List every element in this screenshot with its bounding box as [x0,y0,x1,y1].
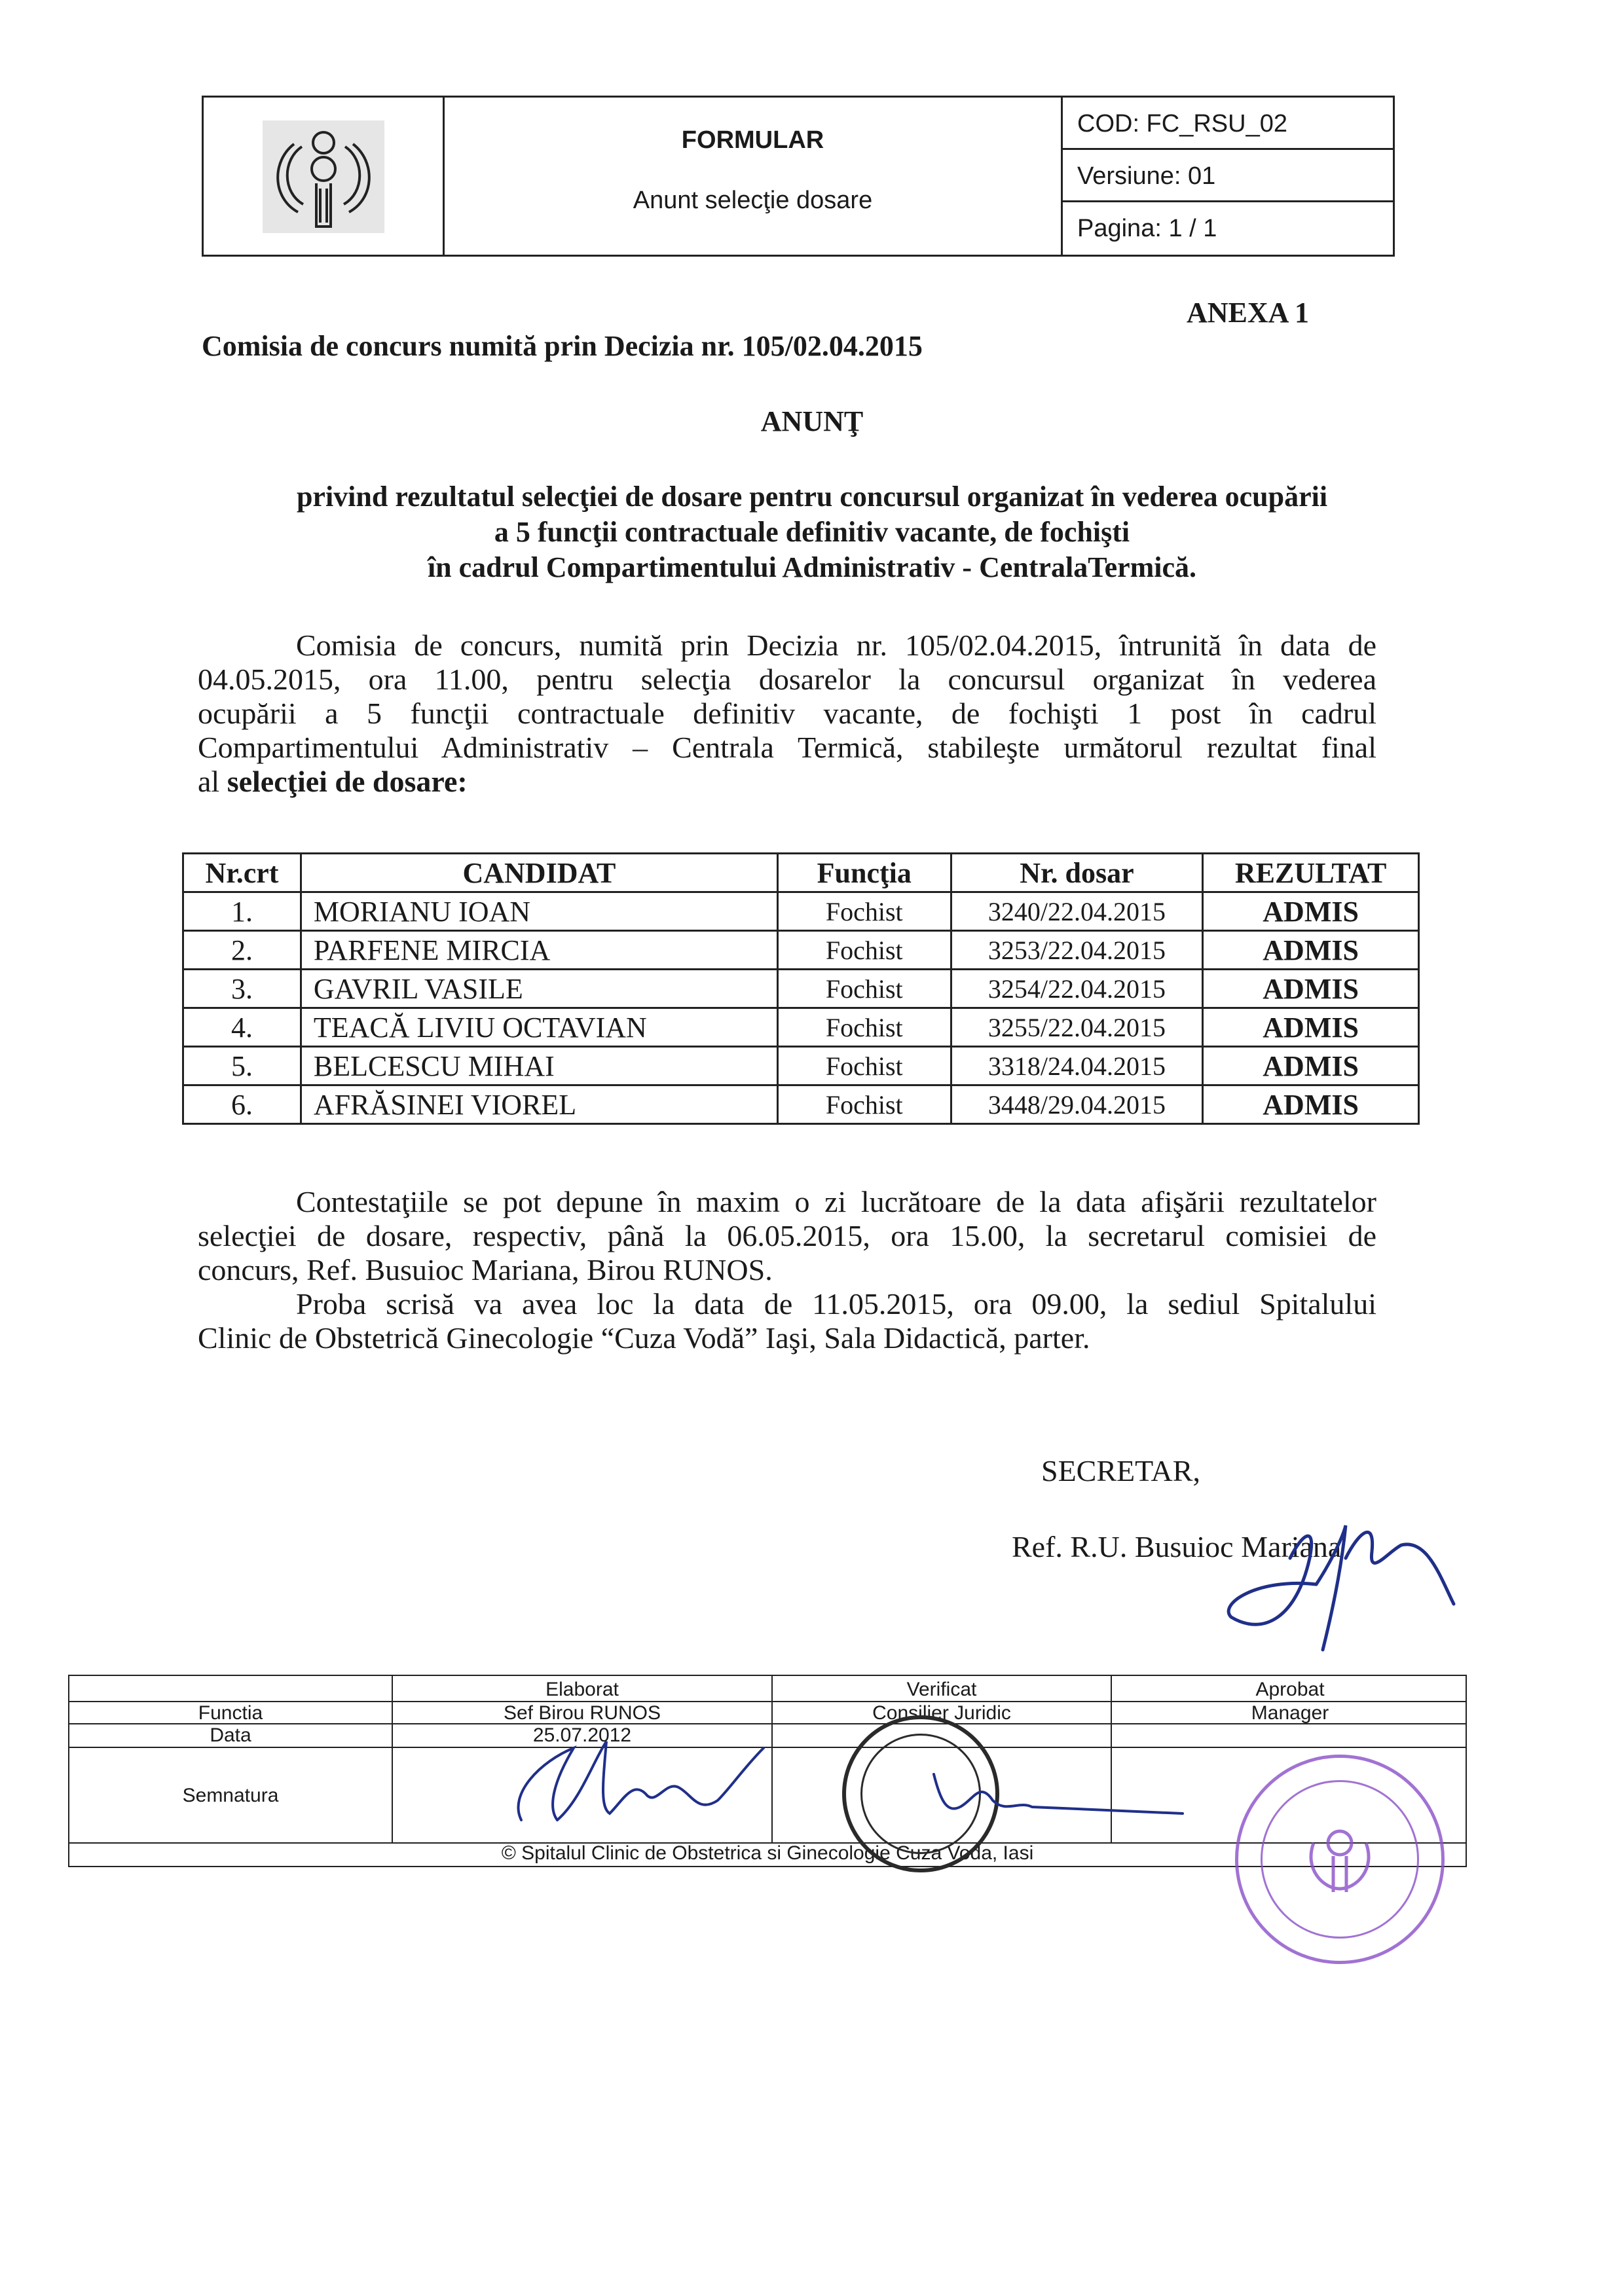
intro-line-1: Comisia de concurs, numită prin Decizia nr. 105/02.04.2015, întrunită în data de [296,629,1376,662]
cell-rezultat: ADMIS [1203,970,1419,1008]
copyright-line: © Spitalul Clinic de Obstetrica si Ginecologie Cuza Voda, Iasi [501,1842,1034,1864]
col-header-nr: Nr.crt [183,854,301,892]
logo-cell [204,98,445,255]
cell-functia: Fochist [777,1008,951,1047]
cell-candidat: TEACĂ LIVIU OCTAVIAN [301,1008,777,1047]
cell-functia: Fochist [777,970,951,1008]
page-title: ANUNŢ [760,405,864,437]
cell-candidat: GAVRIL VASILE [301,970,777,1008]
intro-line-4: Compartimentului Administrativ – Centrala Termică, stabileşte următorul rezultat final [198,731,1376,764]
hospital-emblem-icon [263,120,384,233]
footer-label-functia: Functia [198,1702,263,1724]
cell-functia: Fochist [777,892,951,931]
secretary-signature-icon [1218,1506,1480,1676]
contest-paragraph [198,1185,1376,1287]
contest-line-2: selecţiei de dosare, respectiv, până la 06.05.2015, ora 15.00, la secretarul comisiei de [198,1219,1376,1252]
cell-candidat: PARFENE MIRCIA [301,931,777,970]
cell-nr: 4. [183,1008,301,1047]
hospital-stamp [1235,1755,1445,1964]
verificat-title: Verificat [906,1679,977,1700]
annex-label: ANEXA 1 [1187,297,1310,329]
col-header-rezultat: REZULTAT [1203,854,1419,892]
cell-candidat: MORIANU IOAN [301,892,777,931]
form-title: Anunt selecţie dosare [633,187,873,214]
cell-rezultat: ADMIS [1203,931,1419,970]
elaborat-data: 25.07.2012 [532,1724,632,1746]
announcement-subtitle [157,479,1467,585]
col-header-dosar: Nr. dosar [951,854,1203,892]
form-version: Versiune: 01 [1063,150,1393,202]
table-row [183,1085,1419,1124]
aprobat-title: Aprobat [1255,1679,1325,1700]
cell-rezultat: ADMIS [1203,1085,1419,1124]
cell-functia: Fochist [777,1085,951,1124]
col-header-candidat: CANDIDAT [301,854,777,892]
cell-functia: Fochist [777,931,951,970]
subtitle-line-3: în cadrul Compartimentului Administrativ - CentralaTermică. [427,551,1197,583]
intro-line-5: al [198,765,227,798]
elaborat-signature-icon [495,1722,770,1840]
table-row [183,970,1419,1008]
contest-line-3: concurs, Ref. Busuioc Mariana, Birou RUNOS. [198,1253,773,1286]
intro-line-2: 04.05.2015, ora 11.00, pentru selecţia dosarelor la concursul organizat în vederea [198,663,1376,696]
elaborat-functia: Sef Birou RUNOS [503,1702,661,1724]
cell-nr: 3. [183,970,301,1008]
cell-nr: 1. [183,892,301,931]
cell-candidat: BELCESCU MIHAI [301,1047,777,1085]
table-header-row [183,854,1419,892]
subtitle-line-2: a 5 funcţii contractuale definitiv vacante, de fochişti [494,516,1130,548]
cell-dosar: 3253/22.04.2015 [951,931,1203,970]
cell-dosar: 3240/22.04.2015 [951,892,1203,931]
form-code: COD: FC_RSU_02 [1063,98,1393,150]
cell-nr: 2. [183,931,301,970]
cell-dosar: 3318/24.04.2015 [951,1047,1203,1085]
intro-line-3: ocupării a 5 funcţii contractuale definitiv vacante, de fochişti 1 post în cadrul [198,697,1376,730]
cell-dosar: 3448/29.04.2015 [951,1085,1203,1124]
contest-line-1: Contestaţiile se pot depune în maxim o zi lucrătoare de la data afişării rezultatelor [296,1185,1376,1218]
form-title-cell [445,98,1063,255]
form-page: Pagina: 1 / 1 [1077,215,1217,242]
secretary-name: Ref. R.U. Busuioc Mariana [1012,1530,1342,1563]
results-table [182,852,1420,1125]
form-meta-cell [1063,98,1393,255]
proba-line-2: Clinic de Obstetrică Ginecologie “Cuza Vodă” Iaşi, Sala Didactică, parter. [198,1321,1090,1355]
elaborat-title: Elaborat [545,1679,619,1700]
footer-label-semnatura: Semnatura [182,1785,279,1806]
col-header-functia: Funcţia [777,854,951,892]
intro-line-5-bold: selecţiei de dosare: [227,765,468,798]
form-header [202,96,1395,257]
intro-paragraph [198,629,1376,799]
cell-rezultat: ADMIS [1203,1047,1419,1085]
cell-rezultat: ADMIS [1203,892,1419,931]
secretary-role: SECRETAR, [1041,1454,1200,1487]
verificat-signature-icon [921,1761,1196,1827]
table-row [183,931,1419,970]
commission-decision: Comisia de concurs numită prin Decizia nr. 105/02.04.2015 [202,330,923,362]
form-label: FORMULAR [681,126,824,154]
verificat-functia: Consilier Juridic [872,1702,1011,1724]
footer-label-data: Data [210,1724,251,1746]
cell-nr: 5. [183,1047,301,1085]
written-test-paragraph [198,1287,1376,1355]
cell-functia: Fochist [777,1047,951,1085]
table-row [183,892,1419,931]
subtitle-line-1: privind rezultatul selecţiei de dosare pentru concursul organizat în vederea ocupării [296,481,1328,513]
cell-rezultat: ADMIS [1203,1008,1419,1047]
cell-candidat: AFRĂSINEI VIOREL [301,1085,777,1124]
cell-nr: 6. [183,1085,301,1124]
cell-dosar: 3254/22.04.2015 [951,970,1203,1008]
table-row [183,1008,1419,1047]
aprobat-functia: Manager [1251,1702,1329,1724]
cell-dosar: 3255/22.04.2015 [951,1008,1203,1047]
approval-footer [68,1675,1467,1867]
hospital-stamp-emblem-icon [1297,1817,1382,1902]
proba-line-1: Proba scrisă va avea loc la data de 11.05.2015, ora 09.00, la sediul Spitalului [296,1287,1376,1321]
table-row [183,1047,1419,1085]
